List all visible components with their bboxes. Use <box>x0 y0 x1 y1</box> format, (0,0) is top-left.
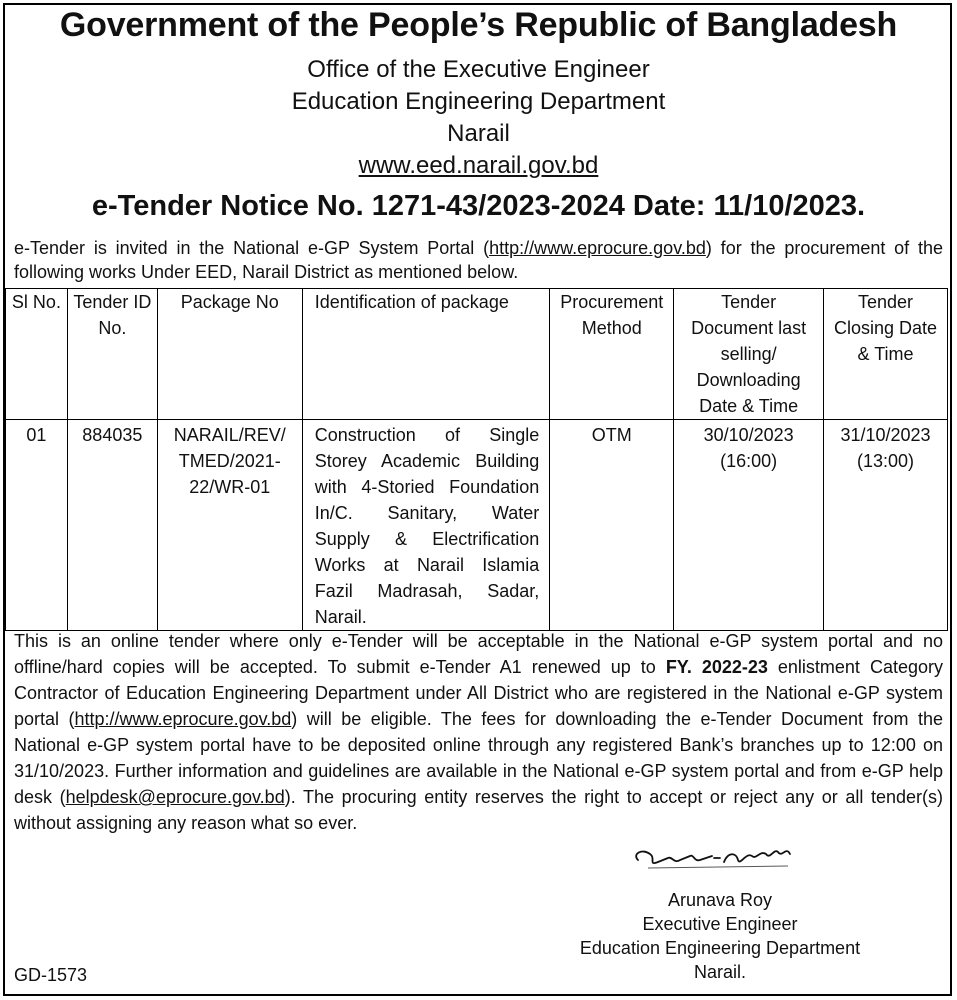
signatory-place: Narail. <box>693 962 746 982</box>
cell-closing <box>824 420 948 631</box>
cell-method: OTM <box>550 420 674 631</box>
intro-paragraph <box>14 236 943 284</box>
col-package: Package No <box>157 289 302 420</box>
notice-number: e-Tender Notice No. 1271-43/2023-2024 Date: 11/10/2023. <box>91 190 866 222</box>
closing-time: (13:00) <box>857 451 915 471</box>
cell-package: NARAIL/REV/ TMED/2021-22/WR-01 <box>157 420 302 631</box>
table-header-row <box>6 289 948 420</box>
col-sl: Sl No. <box>6 289 68 420</box>
signatory-designation: Executive Engineer <box>642 914 798 934</box>
terms-text-1: This is an online tender where only e-Tender will be acceptable in the National e-GP system portal and no offline/hard copies will be accepted. To submit e-Tender A1 renewed up to <box>14 631 943 677</box>
cell-sl: 01 <box>6 420 68 631</box>
department-name: Education Engineering Department <box>291 88 666 115</box>
eprocure-link-2[interactable]: http://www.eprocure.gov.bd <box>74 709 292 729</box>
reference-code: GD-1573 <box>14 965 88 985</box>
terms-paragraph <box>14 628 943 836</box>
page-title: Government of the People’s Republic of Bangladesh <box>59 6 898 44</box>
signature-image <box>628 838 808 878</box>
district-name: Narail <box>447 120 510 147</box>
helpdesk-email[interactable]: helpdesk@eprocure.gov.bd <box>65 787 285 807</box>
tender-table <box>5 288 948 631</box>
website-link[interactable]: www.eed.narail.gov.bd <box>358 152 599 179</box>
cell-tender-id: 884035 <box>67 420 157 631</box>
office-name: Office of the Executive Engineer <box>307 56 650 83</box>
terms-text-2: enlistment Category Contractor of Education Engineering Department under All District who are registered in the National e-GP system portal ( <box>14 657 943 729</box>
col-tender-id: Tender ID No. <box>67 289 157 420</box>
signatory-department: Education Engineering Department <box>579 938 861 958</box>
col-selling: Tender Document last selling/ Downloading Date & Time <box>674 289 824 420</box>
selling-date: 30/10/2023 <box>703 425 794 445</box>
cell-identification: Construction of Single Storey Academic Building with 4-Storied Foundation In/C. Sanitary, Water Supply & Electrification Works at Narail Islamia Fazil Madrasah, Sadar, Narail. <box>302 420 550 631</box>
col-identification: Identification of package <box>302 289 550 420</box>
intro-text-2: ) for the procurement of the following works Under EED, Narail District as mentioned below. <box>14 238 944 282</box>
eprocure-link[interactable]: http://www.eprocure.gov.bd <box>489 238 706 258</box>
intro-text-1: e-Tender is invited in the National e-GP System Portal ( <box>14 238 490 258</box>
cell-selling <box>674 420 824 631</box>
signatory-block <box>520 888 920 984</box>
closing-date: 31/10/2023 <box>840 425 931 445</box>
terms-text-3: ) will be eligible. The fees for downloading the e-Tender Document from the National e-GP system portal have to be deposited online through any registered Bank’s branches up to 12:00 on 31/10/2023. Further information and guidelines are available in the National e-GP system portal and from e-GP help desk ( <box>14 709 943 807</box>
signatory-name: Arunava Roy <box>667 890 773 910</box>
col-closing: Tender Closing Date & Time <box>824 289 948 420</box>
fiscal-year: FY. 2022-23 <box>665 657 768 677</box>
selling-time: (16:00) <box>720 451 778 471</box>
terms-text-4: ). The procuring entity reserves the right to accept or reject any or all tender(s) without assigning any reason what so ever. <box>14 787 943 833</box>
col-method: Procurement Method <box>550 289 674 420</box>
table-row <box>6 420 948 631</box>
